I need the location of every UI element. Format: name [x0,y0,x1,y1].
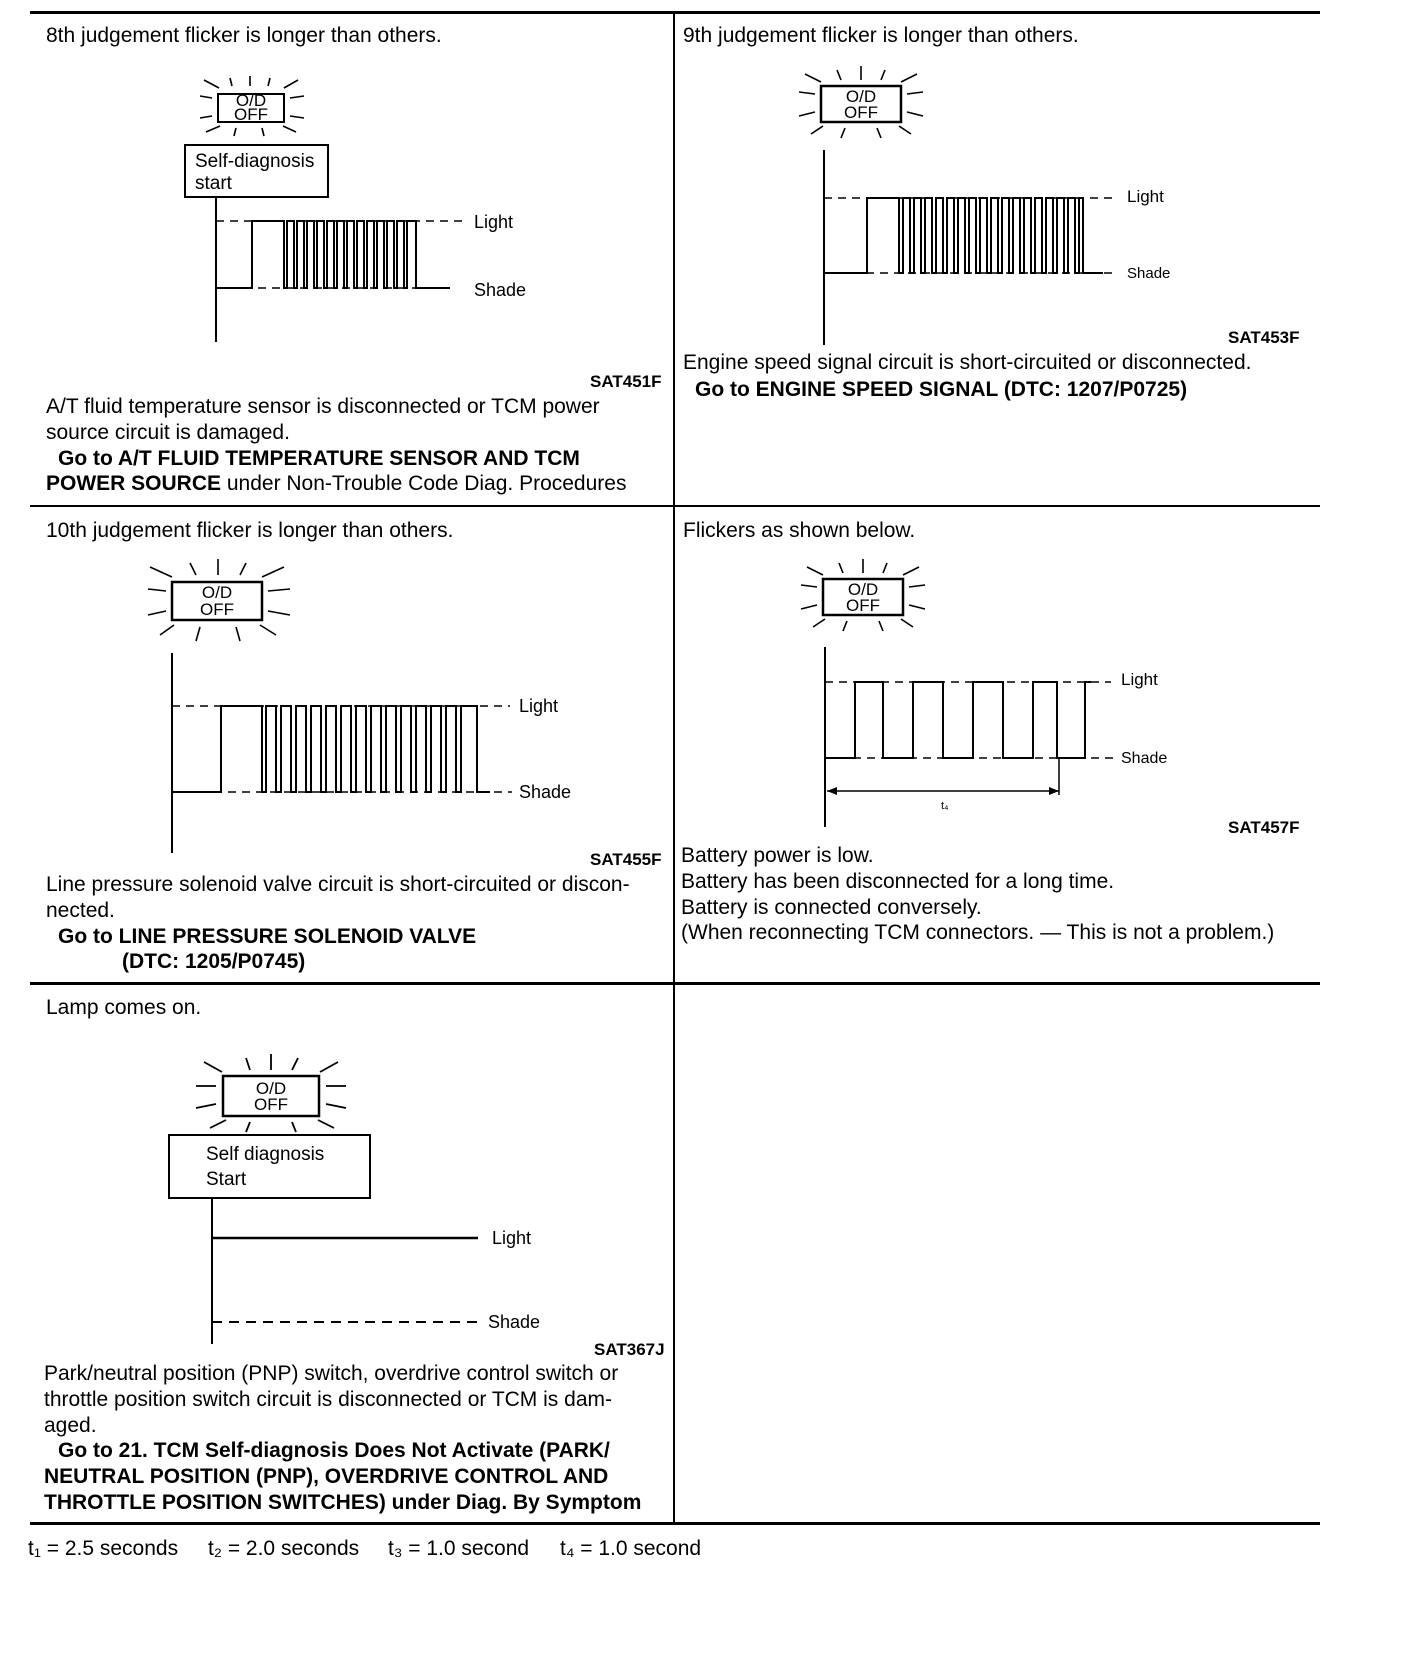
cell1-shade-label: Shade [474,280,527,300]
cell2-description-line1: Engine speed signal circuit is short-circuited or disconnected. [683,351,1252,374]
cell1-lamp-icon [200,76,304,136]
cell3-shade-label: Shade [519,782,572,802]
cell1-diagram [0,0,673,380]
cell5-diagram [0,982,673,1362]
cell2-lamp-text-1: O/D [845,87,877,106]
cell1-goto-line2: POWER SOURCE under Non-Trouble Code Diag. Procedures [46,472,627,495]
cell5-description-line1: Park/neutral position (PNP) switch, overdrive control switch or [44,1362,619,1385]
cell3-description-line2: nected. [46,899,115,922]
cell2-shade-label: Shade [1127,265,1171,282]
cell1-light-label: Light [474,212,514,232]
cell1-lamp-text-1: O/D [235,91,267,110]
cell5-light-label: Light [492,1228,532,1248]
cell2-lamp-icon [799,66,923,138]
cell4-light-label: Light [1121,670,1158,689]
cell5-goto-line3: THROTTLE POSITION SWITCHES) under Diag. By Symptom [44,1491,642,1514]
cell3-light-label: Light [519,696,559,716]
cell4-diagram [673,505,1408,845]
cell5-start-box-line2: Start [206,1169,247,1190]
cell4-t4-label: t₄ [941,800,949,812]
cell4-description-line2: Battery has been disconnected for a long time. [681,870,1115,893]
footnote-t4: t₄ = 1.0 second [560,1537,702,1560]
cell3-heading: 10th judgement flicker is longer than others. [46,519,454,542]
cell3-lamp-text-2: OFF [200,600,234,619]
cell1-description-line2: source circuit is damaged. [46,421,290,444]
table-bottom-border [30,1522,1320,1525]
cell5-lamp-icon [196,1054,346,1132]
cell5-goto-line2: NEUTRAL POSITION (PNP), OVERDRIVE CONTROL AND [44,1465,609,1488]
cell2-figure-code: SAT453F [1228,328,1300,347]
cell1-lamp-text-2: OFF [234,105,268,124]
cell4-description-line4: (When reconnecting TCM connectors. — This is not a problem.) [681,921,1275,944]
cell1-start-box-line2: start [195,173,232,194]
cell2-diagram [673,0,1408,360]
footnote-t2: t₂ = 2.0 seconds [208,1537,360,1560]
footnote-t1: t₁ = 2.5 seconds [28,1537,179,1560]
cell4-description-line1: Battery power is low. [681,844,874,867]
footnote-t3: t₃ = 1.0 second [388,1537,530,1560]
cell2-lamp-text-2: OFF [844,103,878,122]
cell3-lamp-text-1: O/D [201,583,233,602]
cell1-goto-line1: Go to A/T FLUID TEMPERATURE SENSOR AND TCM [58,447,580,470]
cell4-figure-code: SAT457F [1228,818,1300,837]
cell3-diagram [0,505,673,865]
cell2-waveform [824,198,1103,273]
cell4-lamp-text-1: O/D [847,580,879,599]
cell1-description-line1: A/T fluid temperature sensor is disconnected or TCM power [46,395,600,418]
cell1-heading: 8th judgement flicker is longer than others. [46,24,442,47]
cell2-heading: 9th judgement flicker is longer than others. [683,24,1079,47]
cell2-light-label: Light [1127,187,1164,206]
cell4-shade-label: Shade [1121,750,1168,767]
cell4-waveform [825,682,1091,758]
cell1-start-box-line1: Self-diagnosis [195,151,315,172]
cell3-waveform [172,706,490,792]
cell5-lamp-text-2: OFF [254,1095,288,1114]
cell4-description-line3: Battery is connected conversely. [681,896,982,919]
cell5-heading: Lamp comes on. [46,996,202,1019]
cell2-goto-line1: Go to ENGINE SPEED SIGNAL (DTC: 1207/P0725) [695,378,1188,401]
cell5-shade-label: Shade [488,1312,541,1332]
cell4-lamp-text-2: OFF [846,596,880,615]
cell1-figure-code: SAT451F [590,372,662,391]
cell5-description-line3: aged. [44,1414,97,1437]
cell5-lamp-text-1: O/D [255,1079,287,1098]
cell4-heading: Flickers as shown below. [683,519,916,542]
cell1-waveform [216,221,450,288]
cell5-figure-code: SAT367J [594,1340,665,1359]
cell3-description-line1: Line pressure solenoid valve circuit is short-circuited or discon- [46,873,630,896]
cell3-lamp-icon [148,559,290,641]
cell3-goto-line1: Go to LINE PRESSURE SOLENOID VALVE [58,925,477,948]
cell3-goto-line2: (DTC: 1205/P0745) [122,950,306,973]
cell5-start-box-line1: Self diagnosis [206,1144,325,1165]
cell5-goto-line1: Go to 21. TCM Self-diagnosis Does Not Activate (PARK/ [58,1439,610,1462]
cell5-description-line2: throttle position switch circuit is disconnected or TCM is dam- [44,1388,612,1411]
cell4-lamp-icon [801,559,925,631]
cell3-figure-code: SAT455F [590,850,662,869]
